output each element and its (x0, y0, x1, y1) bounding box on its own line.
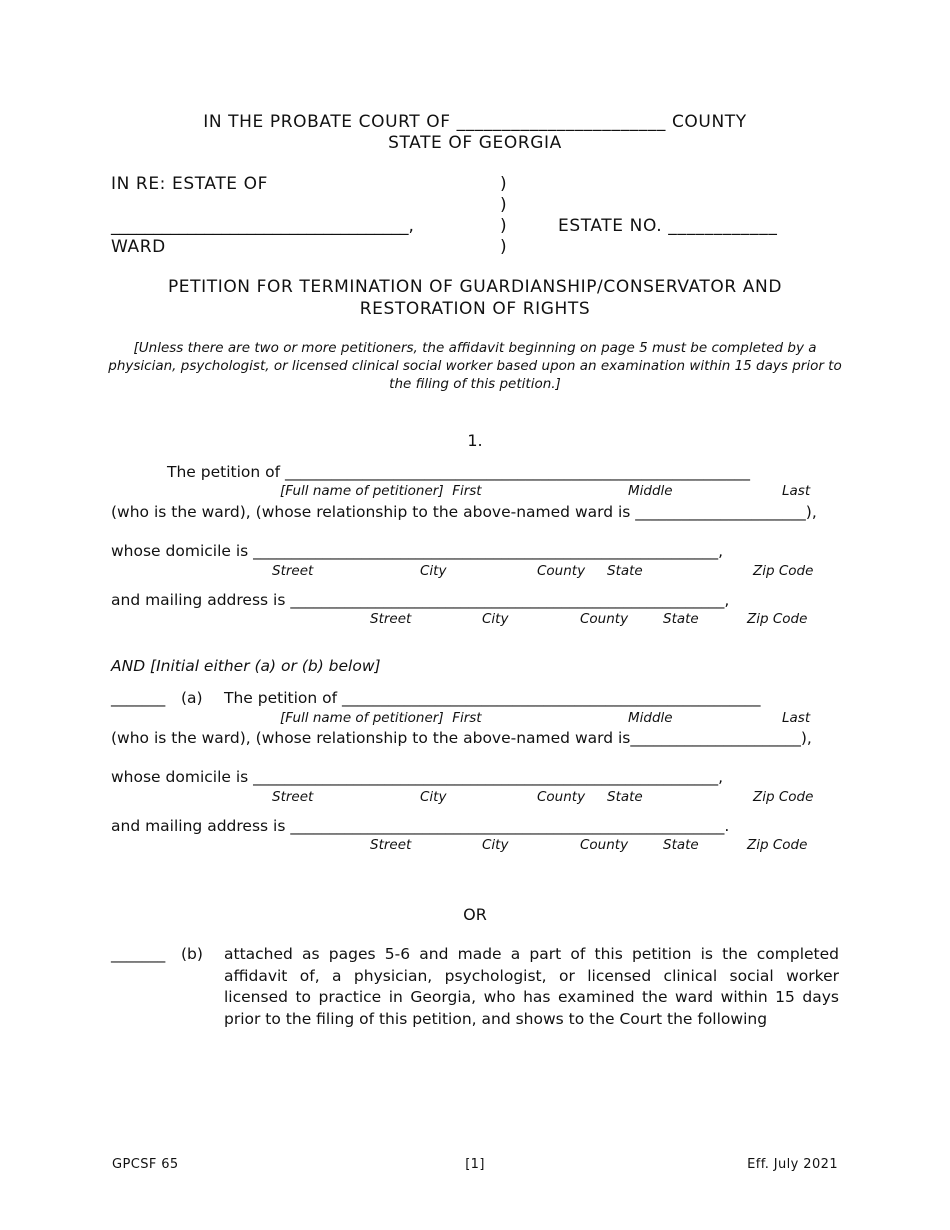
label-city: City (482, 611, 509, 627)
option-b-marker: (b) (181, 945, 203, 963)
option-a-initial-blank: _______ (111, 689, 166, 707)
label-full-name: [Full name of petitioner] First (280, 483, 482, 499)
label-street: Street (272, 563, 314, 579)
estate-number: ESTATE NO. ____________ (558, 216, 778, 236)
court-line: IN THE PROBATE COURT OF _______________________ COUNTY (203, 112, 747, 132)
label-state: State (663, 837, 699, 853)
label-state: State (663, 611, 699, 627)
section-number: 1. (467, 431, 483, 450)
ward-name-blank: ___________________________________, (111, 216, 414, 236)
label-zip: Zip Code (753, 789, 814, 805)
label-county: County (580, 837, 629, 853)
option-b-initial-blank: _______ (111, 945, 166, 963)
effective-date: Eff. July 2021 (747, 1157, 838, 1172)
option-a-mailing-line: and mailing address is ________________________________________________________. (111, 817, 730, 835)
option-a-domicile-line: whose domicile is ____________________________________________________________, (111, 768, 724, 786)
label-zip: Zip Code (747, 611, 808, 627)
mailing-address-line: and mailing address is ________________________________________________________, (111, 591, 730, 609)
page-number: [1] (465, 1157, 485, 1172)
in-re-label: IN RE: ESTATE OF (111, 174, 269, 194)
option-a-relationship-line: (who is the ward), (whose relationship to the above-named ward is______________________), (111, 729, 812, 747)
relationship-line: (who is the ward), (whose relationship to the above-named ward is ______________________), (111, 503, 817, 521)
label-street: Street (272, 789, 314, 805)
label-state: State (607, 563, 643, 579)
and-initial-instruction: AND [Initial either (a) or (b) below] (111, 657, 381, 675)
or-divider: OR (463, 905, 487, 924)
label-city: City (482, 837, 509, 853)
label-street: Street (370, 837, 412, 853)
label-street: Street (370, 611, 412, 627)
label-city: City (420, 563, 447, 579)
petition-title-line2: RESTORATION OF RIGHTS (359, 299, 591, 319)
label-full-name: [Full name of petitioner] First (280, 710, 482, 726)
label-city: City (420, 789, 447, 805)
option-a-marker: (a) (181, 689, 203, 707)
petitioner-name-line: The petition of ____________________________________________________________ (167, 463, 750, 481)
label-last: Last (782, 710, 811, 726)
caption-paren-2: ) (500, 195, 507, 215)
ward-label: WARD (111, 237, 166, 257)
label-zip: Zip Code (747, 837, 808, 853)
label-county: County (580, 611, 629, 627)
label-state: State (607, 789, 643, 805)
instruction-note: [Unless there are two or more petitioners, the affidavit beginning on page 5 must be completed by a physician, psychologist, or licensed clinical social worker based upon an examination within 15 days prior to the filing of this petition.] (108, 340, 842, 392)
label-county: County (537, 789, 586, 805)
domicile-line: whose domicile is ____________________________________________________________, (111, 542, 724, 560)
state-line: STATE OF GEORGIA (388, 133, 562, 153)
caption-paren-1: ) (500, 174, 507, 194)
caption-paren-3: ) (500, 216, 507, 236)
label-county: County (537, 563, 586, 579)
form-id: GPCSF 65 (112, 1157, 179, 1172)
petition-title-line1: PETITION FOR TERMINATION OF GUARDIANSHIP/CONSERVATOR AND (167, 277, 783, 297)
caption-paren-4: ) (500, 237, 507, 257)
label-middle: Middle (628, 710, 673, 726)
label-last: Last (782, 483, 811, 499)
label-zip: Zip Code (753, 563, 814, 579)
option-b-affidavit-text: attached as pages 5-6 and made a part of this petition is the completed affidavit of, a physician, psychologist, or licensed clinical social worker licensed to practice in Georgia, who has examined the ward within 15 days prior to the filing of this petition, and shows to the Court the following (224, 945, 839, 1028)
label-middle: Middle (628, 483, 673, 499)
option-a-petitioner-line: The petition of ______________________________________________________ (224, 689, 761, 707)
